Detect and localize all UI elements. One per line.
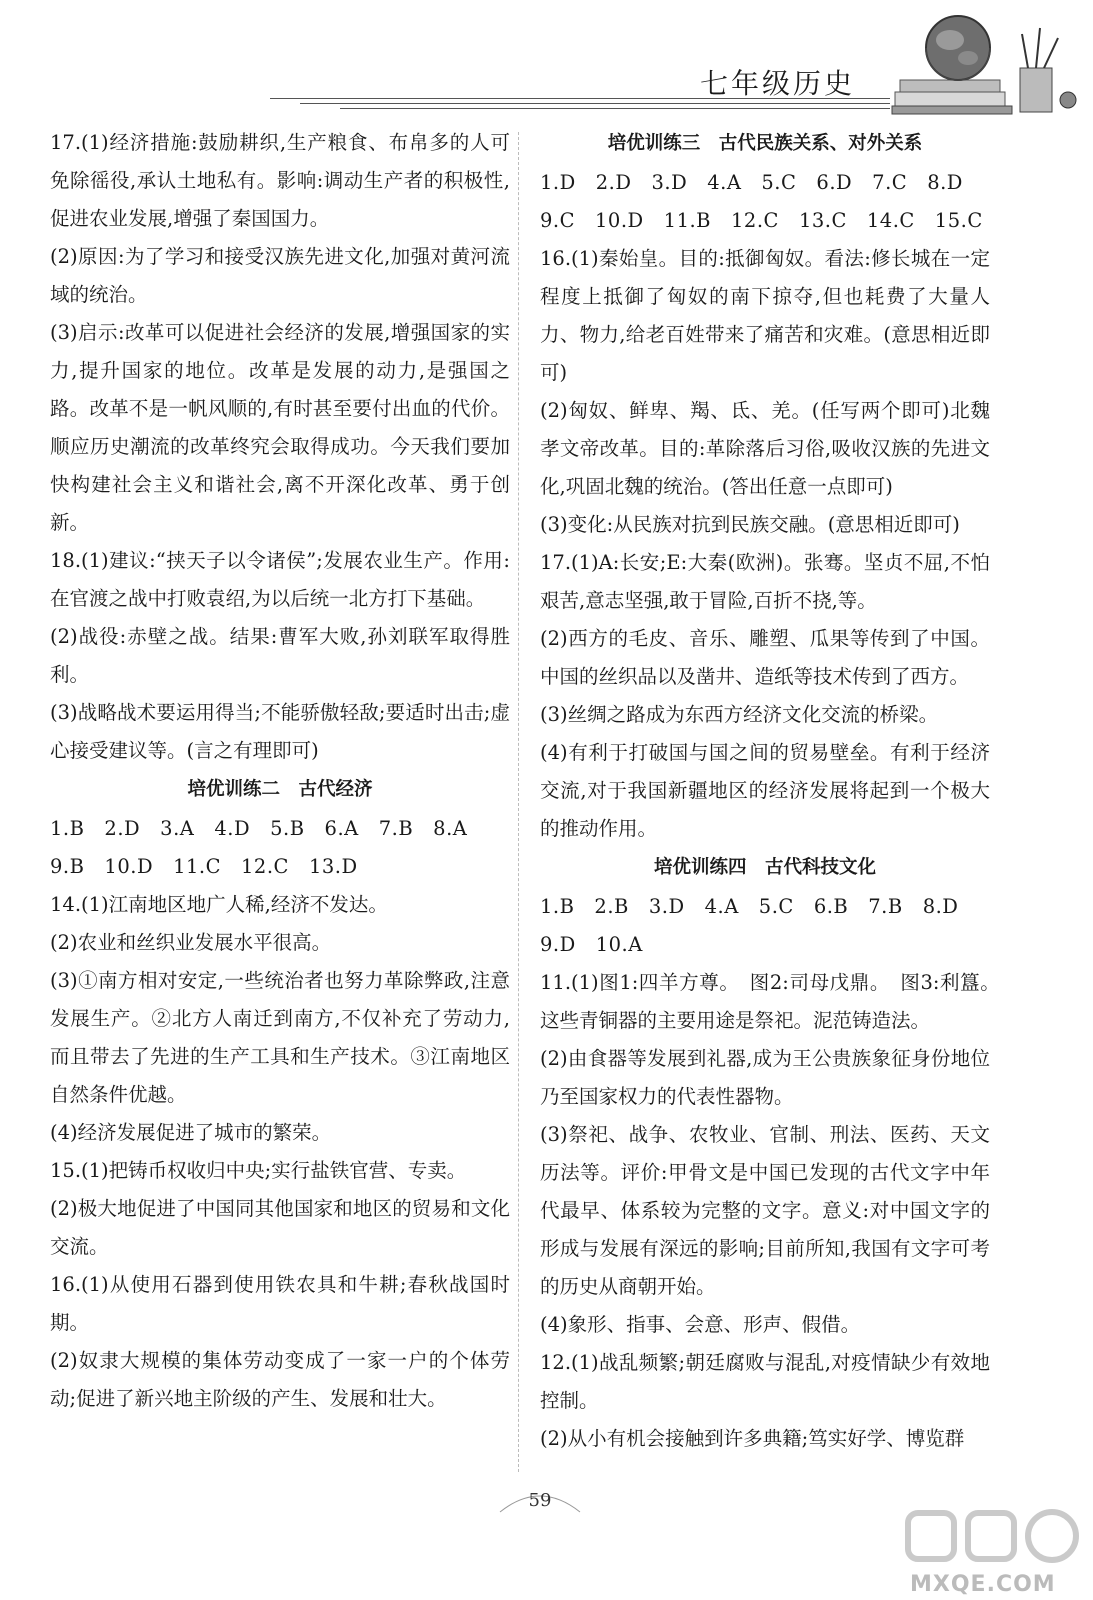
left-column (50, 124, 510, 1418)
page-number: 59 (528, 1490, 552, 1511)
answer-paragraph: 16.(1)从使用石器到使用铁农具和牛耕;春秋战国时期。 (50, 1273, 510, 1334)
answer-paragraph: (2)由食器等发展到礼器,成为王公贵族象征身份地位乃至国家权力的代表性器物。 (540, 1047, 990, 1108)
answer-paragraph: 15.(1)把铸币权收归中央;实行盐铁官营、专卖。 (50, 1159, 467, 1182)
answer-paragraph: (3)丝绸之路成为东西方经济文化交流的桥梁。 (540, 703, 939, 726)
multiple-choice-answers: 1.B 2.D 3.A 4.D 5.B 6.A 7.B 8.A (50, 817, 468, 840)
answer-paragraph: 17.(1)A:长安;E:大秦(欧洲)。张骞。坚贞不屈,不怕艰苦,意志坚强,敢于冒险,百折不挠,等。 (540, 551, 990, 612)
answer-paragraph: (3)祭祀、战争、农牧业、官制、刑法、医药、天文历法等。评价:甲骨文是中国已发现的古代文字中年代最早、体系较为完整的文字。意义:对中国文字的形成与发展有深远的影响;目前所知,我国有文字可考的历史从商朝开始。 (540, 1123, 990, 1298)
section-heading: 培优训练四 古代科技文化 (653, 857, 876, 878)
answer-paragraph: 14.(1)江南地区地广人稀,经济不发达。 (50, 893, 388, 916)
answer-paragraph: 11.(1)图1:四羊方尊。 图2:司母戊鼎。 图3:利簋。 这些青铜器的主要用途是祭祀。泥范铸造法。 (540, 971, 1010, 1032)
answer-paragraph: 18.(1)建议:“挟天子以令诸侯”;发展农业生产。作用:在官渡之战中打败袁绍,为以后统一北方打下基础。 (50, 549, 510, 610)
answer-paragraph: 16.(1)秦始皇。目的:抵御匈奴。看法:修长城在一定程度上抵御了匈奴的南下掠夺,但也耗费了大量人力、物力,给老百姓带来了痛苦和灾难。(意思相近即可) (540, 247, 990, 384)
answer-paragraph: (2)匈奴、鲜卑、羯、氐、羌。(任写两个即可)北魏孝文帝改革。目的:革除落后习俗,吸收汉族的先进文化,巩固北魏的统治。(答出任意一点即可) (540, 399, 990, 498)
answer-paragraph: (4)象形、指事、会意、形声、假借。 (540, 1313, 861, 1336)
answer-paragraph: (3)①南方相对安定,一些统治者也努力革除弊政,注意发展生产。②北方人南迁到南方,不仅补充了劳动力,而且带去了先进的生产工具和生产技术。③江南地区自然条件优越。 (50, 969, 510, 1106)
multiple-choice-answers: 1.B 2.B 3.D 4.A 5.C 6.B 7.B 8.D (540, 895, 959, 918)
answer-paragraph: (2)农业和丝织业发展水平很高。 (50, 931, 332, 954)
answer-paragraph: (2)奴隶大规模的集体劳动变成了一家一户的个体劳动;促进了新兴地主阶级的产生、发展和壮大。 (50, 1349, 510, 1410)
page-header (0, 0, 1093, 120)
answer-paragraph: (2)战役:赤壁之战。结果:曹军大败,孙刘联军取得胜利。 (50, 625, 510, 686)
multiple-choice-answers: 9.C 10.D 11.B 12.C 13.C 14.C 15.C (540, 209, 983, 232)
header-rule-3 (340, 108, 890, 109)
right-column (540, 124, 1010, 1458)
answer-paragraph: (4)有利于打破国与国之间的贸易壁垒。有利于经济交流,对于我国新疆地区的经济发展将起到一个极大的推动作用。 (540, 741, 990, 840)
answer-paragraph: (4)经济发展促进了城市的繁荣。 (50, 1121, 332, 1144)
answer-paragraph: (2)极大地促进了中国同其他国家和地区的贸易和文化交流。 (50, 1197, 510, 1258)
section-heading: 培优训练三 古代民族关系、对外关系 (607, 133, 923, 154)
answer-paragraph: (3)变化:从民族对抗到民族交融。(意思相近即可) (540, 513, 960, 536)
globe-books-illustration (890, 4, 1090, 116)
answer-paragraph: (2)从小有机会接触到许多典籍;笃实好学、博览群 (540, 1427, 965, 1450)
column-divider (518, 132, 519, 1472)
watermark-text: MXQE.COM (910, 1572, 1056, 1597)
answer-paragraph: (2)原因:为了学习和接受汉族先进文化,加强对黄河流域的统治。 (50, 245, 510, 306)
header-title: 七年级历史 (700, 67, 856, 100)
answer-paragraph: 17.(1)经济措施:鼓励耕织,生产粮食、布帛多的人可免除徭役,承认土地私有。影响:调动生产者的积极性,促进农业发展,增强了秦国国力。 (50, 131, 510, 230)
answer-paragraph: (3)启示:改革可以促进社会经济的发展,增强国家的实力,提升国家的地位。改革是发展的动力,是强国之路。改革不是一帆风顺的,有时甚至要付出血的代价。顺应历史潮流的改革终究会取得成功。今天我们要加快构建社会主义和谐社会,离不开深化改革、勇于创新。 (50, 321, 510, 534)
section-heading: 培优训练二 古代经济 (187, 779, 373, 800)
header-rule-2 (300, 103, 890, 104)
answer-paragraph: (3)战略战术要运用得当;不能骄傲轻敌;要适时出击;虚心接受建议等。(言之有理即可) (50, 701, 510, 762)
multiple-choice-answers: 9.B 10.D 11.C 12.C 13.D (50, 855, 358, 878)
multiple-choice-answers: 1.D 2.D 3.D 4.A 5.C 6.D 7.C 8.D (540, 171, 963, 194)
multiple-choice-answers: 9.D 10.A (540, 933, 643, 956)
answer-paragraph: (2)西方的毛皮、音乐、雕塑、瓜果等传到了中国。中国的丝织品以及凿井、造纸等技术传到了西方。 (540, 627, 990, 688)
answer-paragraph: 12.(1)战乱频繁;朝廷腐败与混乱,对疫情缺少有效地控制。 (540, 1351, 990, 1412)
